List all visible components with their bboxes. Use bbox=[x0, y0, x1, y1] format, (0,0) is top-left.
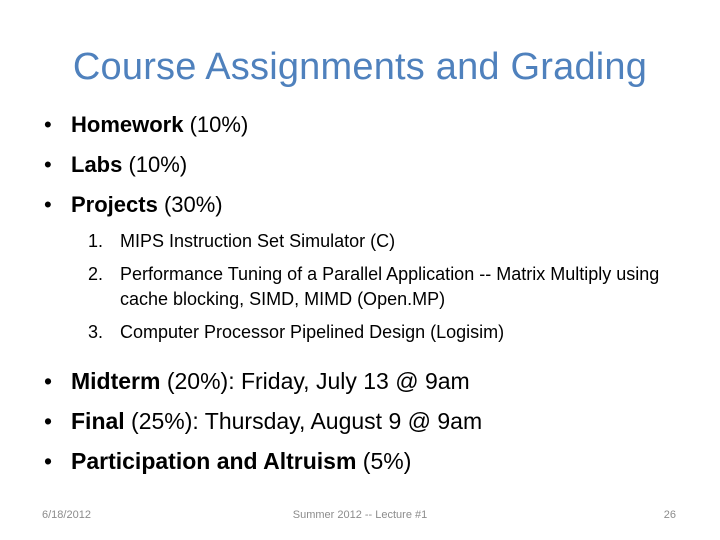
bullet-midterm bbox=[44, 366, 704, 406]
bullet-participation-detail: (5%) bbox=[356, 448, 412, 474]
bullet-homework-detail: (10%) bbox=[183, 112, 249, 137]
project-text: Performance Tuning of a Parallel Application -- Matrix Multiply using cache blocking, SIMD, MIMD (Open.MP) bbox=[120, 264, 660, 309]
bullet-midterm-detail: (20%): Friday, July 13 @ 9am bbox=[160, 368, 470, 394]
footer-page-number: 26 bbox=[663, 509, 676, 521]
bullet-homework-label: Homework bbox=[71, 112, 184, 137]
grading-list-top bbox=[44, 110, 684, 230]
footer-lecture: Summer 2012 -- Lecture #1 bbox=[292, 509, 428, 521]
bullet-dot: • bbox=[44, 448, 53, 474]
bullet-homework bbox=[44, 110, 684, 150]
project-item-1 bbox=[88, 229, 678, 254]
grading-list-bottom bbox=[44, 366, 704, 486]
bullet-labs-detail: (10%) bbox=[122, 152, 188, 177]
bullet-projects-label: Projects bbox=[71, 192, 158, 217]
bullet-projects-detail: (30%) bbox=[157, 192, 223, 217]
projects-list bbox=[88, 229, 678, 353]
bullet-projects bbox=[44, 190, 684, 230]
bullet-participation-label: Participation and Altruism bbox=[71, 448, 357, 474]
bullet-labs-label: Labs bbox=[71, 152, 123, 177]
bullet-dot: • bbox=[44, 368, 53, 394]
project-number: 2. bbox=[88, 264, 104, 284]
project-number: 3. bbox=[88, 322, 104, 342]
project-text: MIPS Instruction Set Simulator (C) bbox=[120, 231, 396, 251]
bullet-dot: • bbox=[44, 192, 52, 217]
bullet-labs bbox=[44, 150, 684, 190]
bullet-dot: • bbox=[44, 408, 53, 434]
bullet-final-label: Final bbox=[71, 408, 125, 434]
bullet-final bbox=[44, 406, 704, 446]
bullet-midterm-label: Midterm bbox=[71, 368, 161, 394]
bullet-participation bbox=[44, 446, 704, 486]
bullet-final-detail: (25%): Thursday, August 9 @ 9am bbox=[124, 408, 483, 434]
bullet-dot: • bbox=[44, 152, 52, 177]
project-number: 1. bbox=[88, 231, 104, 251]
project-item-3 bbox=[88, 320, 678, 345]
project-text: Computer Processor Pipelined Design (Logisim) bbox=[120, 322, 505, 342]
slide-title: Course Assignments and Grading bbox=[72, 46, 648, 88]
project-item-2 bbox=[88, 262, 678, 312]
bullet-dot: • bbox=[44, 112, 52, 137]
footer-date: 6/18/2012 bbox=[42, 509, 91, 521]
